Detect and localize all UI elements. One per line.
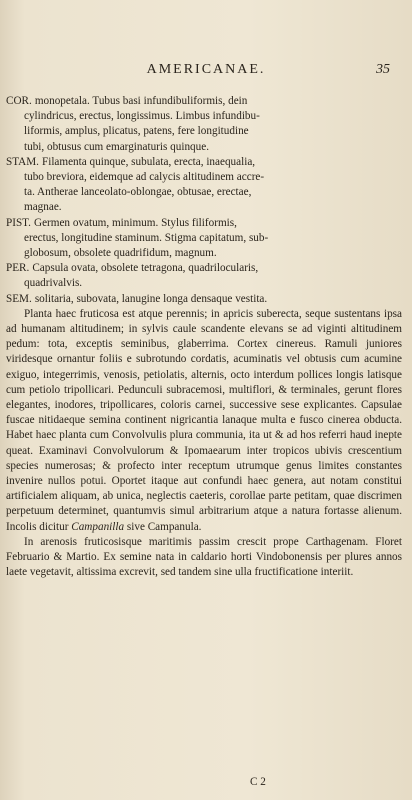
entry-line: globosum, obsolete quadrifidum, magnum. — [24, 247, 217, 260]
entry-pericarpium — [6, 261, 402, 291]
entry-line: tubo breviora, eidemque ad calycis altitudinem accre- — [24, 171, 265, 184]
entry-line: liformis, amplus, plicatus, patens, fere longitudine — [24, 125, 249, 138]
entry-line: ta. Antherae lanceolato-oblongae, obtusae, erectae, — [24, 186, 252, 199]
entry-line: erectus, longitudine staminum. Stigma capitatum, sub- — [24, 231, 269, 244]
page-header — [0, 62, 412, 84]
entry-stamina — [6, 155, 402, 216]
entry-term: PER. — [6, 262, 30, 275]
habitat-paragraph: In arenosis fruticosisque maritimis passim crescit prope Carthagenam. Floret Februario & Martio. Ex semine nata in caldario horti Vindobonensis per plures annos laete vegetavit, altissima excrevit, sed tandem sine ulla fructificatione interiit. — [6, 535, 402, 579]
entry-line: magnae. — [24, 201, 62, 214]
common-name: Campanilla — [71, 520, 125, 533]
entry-line: tubi, obtusus cum emarginaturis quinque. — [24, 140, 209, 153]
entry-pistillum — [6, 216, 402, 262]
entry-term: SEM. — [6, 292, 32, 305]
entry-term: PIST. — [6, 216, 31, 229]
entry-line: Capsula ovata, obsolete tetragona, quadrilocularis, — [32, 262, 259, 275]
entry-line: cylindricus, erectus, longissimus. Limbus infundibu- — [24, 110, 260, 123]
entry-line: monopetala. Tubus basi infundibuliformis, dein — [34, 95, 248, 107]
description-paragraph — [6, 307, 402, 535]
entry-line: quadrivalvis. — [24, 277, 83, 290]
page-number: 35 — [376, 62, 390, 77]
signature-mark: C 2 — [250, 776, 266, 788]
entry-line: solitaria, subovata, lanugine longa densaque vestita. — [34, 292, 268, 305]
paragraph-text-end: sive Campanula. — [126, 520, 202, 533]
entry-corolla — [6, 94, 402, 155]
entry-term: STAM. — [6, 155, 39, 168]
entry-term: COR. — [6, 95, 32, 107]
running-head: AMERICANAE. — [146, 62, 266, 77]
paragraph-text: Planta haec fruticosa est atque perennis; in apricis suberecta, seque sustentans ipsa ad humanam altitudinem; in sylvis caule scandente elevans se ad viginti altitudinem pedum: tota, exceptis seminibus, glaberrima. Cortex cinereus. Ramuli juniores viridesque ornantur foliis e subrotundo cordatis, acuminatis vel obtusis cum acumine exiguo, integerrimis, venosis, petiolatis, alternis, octo interdum pollices longis latisque cum petiolo tripollicari. Pedunculi subracemosi, multiflori, & terminales, gerunt flores elegantes, inodores, tripollicares, coloris carnei, successive sese explicantes. Capsulae fuscae nitidaeque semina continent nigricantia lanaque multa e fusco cinerea obducta. Habet haec planta cum Convolvulis plura communia, ita ut & ad hos referri haud inepte queat. Examinavi Convolvulorum & Ipomaearum inter tropicos ubivis crescentium species numerosas; & profecto inter receptum utrumque genus limites constantes invenire nullos potui. Oportet itaque aut confundi haec genera, aut notam constitui artificialem aliquam, ab unica, neglectis caeteris, corollae parte petitam, quae discrimen perpetuum determinet, quantumvis simul arbitrarium atque a natura fortasse alienum. Incolis dicitur — [6, 307, 402, 533]
entry-semina — [6, 292, 402, 307]
entry-line: Germen ovatum, minimum. Stylus filiformis, — [33, 216, 237, 229]
body-text — [6, 94, 402, 581]
entry-line: Filamenta quinque, subulata, erecta, inaequalia, — [41, 155, 256, 168]
